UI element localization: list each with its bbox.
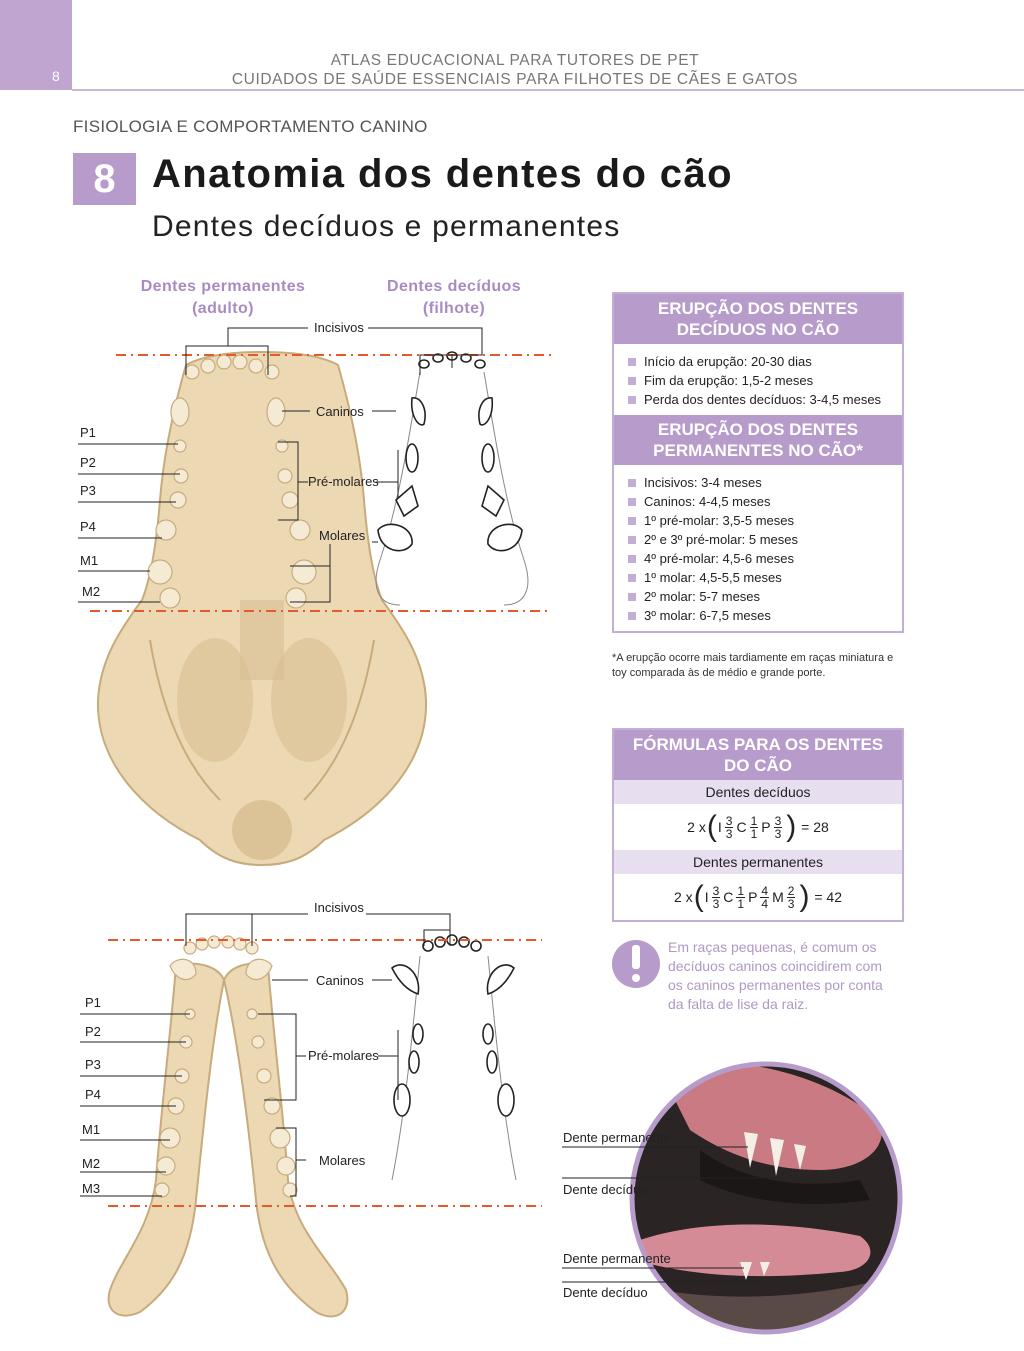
label-tooth-m1-lower: M1 xyxy=(82,1122,101,1137)
photo-label-deciduous-upper: Dente decíduo xyxy=(563,1182,648,1197)
label-tooth-p1-upper: P1 xyxy=(80,425,96,440)
permanent-eruption-list xyxy=(614,465,902,631)
list-item: Fim da erupção: 1,5-2 meses xyxy=(628,371,892,390)
deciduous-eruption-list xyxy=(614,344,902,415)
column-head-deciduous: Dentes decíduos (filhote) xyxy=(386,278,522,317)
label-tooth-p3-upper: P3 xyxy=(80,483,96,498)
permanent-eruption-title: ERUPÇÃO DOS DENTES PERMANENTES NO CÃO* xyxy=(614,415,902,465)
list-item: Início da erupção: 20-30 dias xyxy=(628,352,892,371)
label-pre-molares-lower: Pré-molares xyxy=(308,1048,379,1063)
upper-skull-illustration xyxy=(98,352,426,865)
label-tooth-m2-upper: M2 xyxy=(82,584,101,599)
label-incisivos-upper: Incisivos xyxy=(314,320,364,335)
label-tooth-p4-lower: P4 xyxy=(85,1087,101,1102)
lower-deciduous-schematic xyxy=(392,935,516,1180)
list-item: Perda dos dentes decíduos: 3-4,5 meses xyxy=(628,390,892,409)
list-item: Caninos: 4-4,5 meses xyxy=(628,492,892,511)
label-tooth-p4-upper: P4 xyxy=(80,519,96,534)
label-pre-molares-upper: Pré-molares xyxy=(308,474,379,489)
photo-label-permanent-upper: Dente permanente xyxy=(563,1130,671,1145)
page-subtitle: Dentes decíduos e permanentes xyxy=(152,210,621,243)
chapter-number: 8 xyxy=(73,153,136,205)
list-item: 2º e 3º pré-molar: 5 meses xyxy=(628,530,892,549)
page-title: Anatomia dos dentes do cão xyxy=(152,152,733,196)
column-head-permanent: Dentes permanentes (adulto) xyxy=(140,278,306,317)
label-tooth-p2-upper: P2 xyxy=(80,455,96,470)
label-tooth-p1-lower: P1 xyxy=(85,995,101,1010)
list-item: 3º molar: 6-7,5 meses xyxy=(628,606,892,625)
formulas-title: FÓRMULAS PARA OS DENTES DO CÃO xyxy=(614,730,902,780)
label-molares-lower: Molares xyxy=(319,1153,366,1168)
dog-mouth-photo xyxy=(630,1060,910,1340)
photo-label-permanent-lower: Dente permanente xyxy=(563,1251,671,1266)
list-item: 2º molar: 5-7 meses xyxy=(628,587,892,606)
running-head-line-2: CUIDADOS DE SAÚDE ESSENCIAIS PARA FILHOTES DE CÃES E GATOS xyxy=(231,71,799,88)
label-caninos-upper: Caninos xyxy=(316,404,364,419)
photo-label-deciduous-lower: Dente decíduo xyxy=(563,1285,648,1300)
label-caninos-lower: Caninos xyxy=(316,973,364,988)
label-incisivos-lower: Incisivos xyxy=(314,900,364,915)
label-tooth-p2-lower: P2 xyxy=(85,1024,101,1039)
formula-permanent: 2 x ( I $\frac{3}{3}$ C $\frac{1}{1}$ P $\frac{4}{4}$ M $\frac{2}{3}$ ) = 42 xyxy=(674,880,842,913)
label-tooth-m1-upper: M1 xyxy=(80,553,99,568)
upper-deciduous-schematic xyxy=(376,352,528,605)
formula-permanent-heading: Dentes permanentes xyxy=(614,850,902,874)
label-tooth-m2-lower: M2 xyxy=(82,1156,101,1171)
formulas-box xyxy=(612,728,904,922)
label-tooth-p3-lower: P3 xyxy=(85,1057,101,1072)
section-label: FISIOLOGIA E COMPORTAMENTO CANINO xyxy=(73,117,428,136)
label-tooth-m3-lower: M3 xyxy=(82,1181,101,1196)
running-head-line-1: ATLAS EDUCACIONAL PARA TUTORES DE PET xyxy=(330,52,700,69)
deciduous-eruption-title: ERUPÇÃO DOS DENTES DECÍDUOS NO CÃO xyxy=(614,294,902,344)
eruption-footnote: *A erupção ocorre mais tardiamente em raças miniatura e toy comparada às de médio e grande porte. xyxy=(612,652,894,679)
list-item: 1º pré-molar: 3,5-5 meses xyxy=(628,511,892,530)
lower-mandible-illustration xyxy=(109,936,348,1316)
formula-deciduous-heading: Dentes decíduos xyxy=(614,780,902,804)
list-item: 1º molar: 4,5-5,5 meses xyxy=(628,568,892,587)
deciduous-eruption-box xyxy=(612,292,904,633)
page-number: 8 xyxy=(52,68,60,84)
list-item: 4º pré-molar: 4,5-6 meses xyxy=(628,549,892,568)
alert-icon xyxy=(612,940,660,988)
alert-note: Em raças pequenas, é comum os decíduos caninos coincidirem com os caninos permanentes por conta da falta de lise da raiz. xyxy=(668,939,883,1012)
formula-deciduous: 2 x ( I $\frac{3}{3}$ C $\frac{1}{1}$ P $\frac{3}{3}$ ) = 28 xyxy=(687,810,829,843)
list-item: Incisivos: 3-4 meses xyxy=(628,473,892,492)
label-molares-upper: Molares xyxy=(319,528,366,543)
